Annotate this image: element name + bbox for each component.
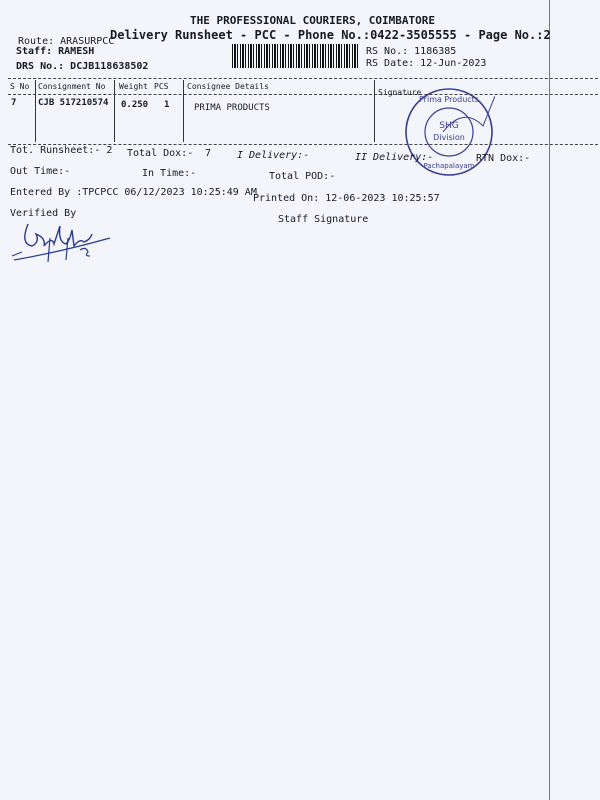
col-divider — [35, 80, 36, 142]
ii-delivery: II Delivery:- — [355, 152, 434, 163]
total-pod: Total POD:- — [269, 171, 336, 182]
entered-by: Entered By :TPCPCC 06/12/2023 10:25:49 AM — [10, 187, 257, 198]
drs-number: DRS No.: DCJB118638502 — [16, 61, 149, 72]
out-time: Out Time:- — [10, 166, 71, 177]
row-pcs: 1 — [164, 100, 170, 110]
company-title: THE PROFESSIONAL COURIERS, COIMBATORE — [190, 14, 436, 27]
rtn-dox: RTN Dox:- — [476, 153, 531, 164]
verified-by: Verified By — [10, 208, 77, 219]
row-weight: 0.250 — [121, 100, 149, 110]
i-delivery: I Delivery:- — [237, 150, 310, 161]
col-header-signature: Signature — [378, 88, 422, 97]
row-consignment: CJB 517210574 — [38, 98, 109, 108]
row-sno: 7 — [11, 98, 17, 108]
staff-label: Staff: RAMESH — [16, 46, 95, 57]
runsheet-title: Delivery Runsheet - PCC - Phone No.:0422-3505555 - Page No.:2 — [110, 28, 551, 42]
stamp-text-bottom: Pachapalayam — [423, 162, 475, 170]
tot-runsheet: Tot. Runsheet:- 2 — [10, 145, 113, 156]
barcode — [232, 44, 358, 68]
table-header-line — [8, 94, 598, 95]
col-divider — [374, 80, 375, 142]
col-header-sno: S No — [10, 82, 30, 91]
col-divider — [183, 80, 184, 142]
company-stamp — [403, 86, 495, 178]
col-header-pcs: PCS — [154, 82, 169, 91]
rs-number: RS No.: 1186385 — [366, 46, 457, 57]
col-divider — [114, 80, 115, 142]
printed-on: Printed On: 12-06-2023 10:25:57 — [253, 193, 440, 204]
staff-signature-label: Staff Signature — [278, 214, 369, 225]
stamp-text-division: Division — [433, 133, 465, 142]
rs-date: RS Date: 12-Jun-2023 — [366, 58, 487, 69]
in-time: In Time:- — [142, 168, 197, 179]
stamp-text-top: Prima Products — [419, 95, 479, 104]
col-header-consignee: Consignee Details — [187, 82, 269, 91]
stamp-text-mid: SHG — [439, 121, 459, 131]
page-right-edge — [549, 0, 550, 800]
route-label: Route: ARASURPCC — [18, 36, 115, 47]
table-top-line — [8, 78, 598, 79]
row-consignee: PRIMA PRODUCTS — [194, 103, 270, 113]
col-header-consignment: Consignment No — [38, 82, 106, 91]
total-dox-label: Total Dox:- — [127, 148, 194, 159]
col-header-weight: Weight — [119, 82, 148, 91]
verification-signature — [10, 216, 120, 266]
total-dox-value: 7 — [205, 148, 212, 159]
